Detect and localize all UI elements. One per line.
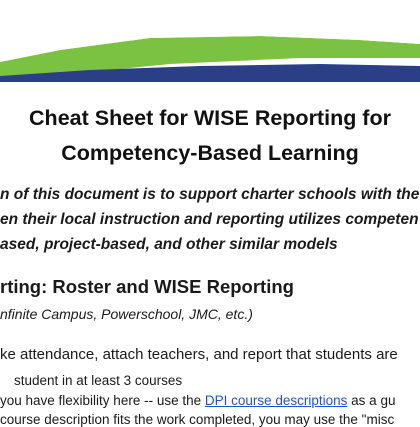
intro-line-3: ased, project-based, and other similar models xyxy=(0,236,338,253)
bullet-item-2-suffix: as a gu xyxy=(347,393,396,408)
bullet-item-2-prefix: you have flexibility here -- use the xyxy=(0,393,205,408)
bullet-item-3: course description fits the work completed, you may use the "misc xyxy=(0,412,395,427)
dpi-course-descriptions-link[interactable]: DPI course descriptions xyxy=(204,393,348,408)
intro-line-1: n of this document is to support charter schools with the xyxy=(0,186,420,203)
section-note: nfinite Campus, Powerschool, JMC, etc.) xyxy=(0,306,253,322)
section-heading: rting: Roster and WISE Reporting xyxy=(0,276,294,297)
bullet-item-1: student in at least 3 courses xyxy=(14,373,183,388)
bullet-item-2 xyxy=(0,393,395,408)
body-line: ke attendance, attach teachers, and report that students are xyxy=(0,346,398,363)
document-title-line-2: Competency-Based Learning xyxy=(61,141,359,165)
header-banner xyxy=(0,0,420,82)
intro-line-2: en their local instruction and reporting utilizes competen xyxy=(0,211,419,228)
document-title-line-1: Cheat Sheet for WISE Reporting for xyxy=(29,106,391,130)
